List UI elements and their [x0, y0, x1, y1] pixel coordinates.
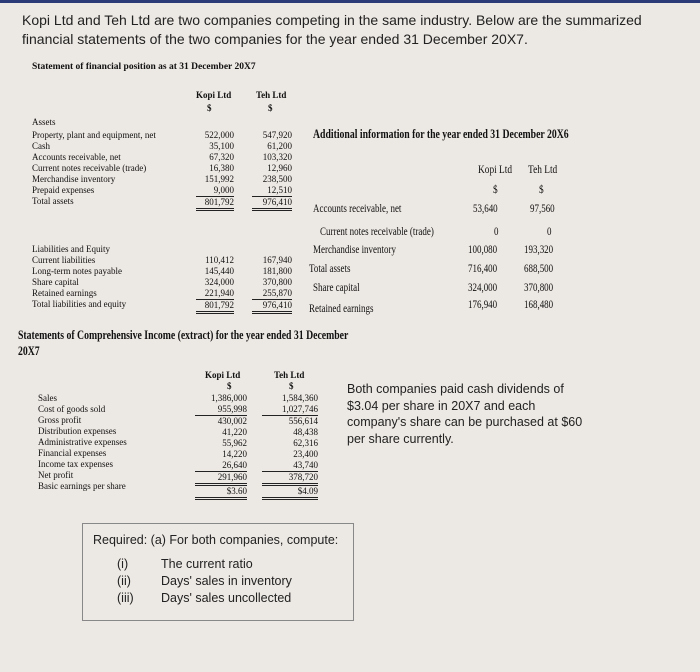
additional-label: Current notes receivable (trade) [320, 226, 434, 238]
kopi-liab-value: 324,000 [204, 277, 234, 287]
asset-label: Property, plant and equipment, net [32, 130, 156, 140]
required-item-number: (iii) [117, 591, 134, 605]
sci-label: Administrative expenses [38, 437, 127, 447]
required-item-number: (ii) [117, 574, 131, 588]
sci-kopi-value: 1,386,000 [211, 393, 247, 403]
asset-label: Cash [32, 141, 50, 151]
sci-teh-value: 1,027,746 [262, 404, 318, 416]
teh-liab-value: 370,800 [262, 277, 292, 287]
teh-asset-value: 12,960 [267, 163, 292, 173]
sci-currency-teh: $ [289, 381, 294, 391]
required-item-text: Days' sales uncollected [161, 591, 292, 605]
sfp-currency-kopi: $ [207, 103, 212, 113]
kopi-asset-value: 35,100 [209, 141, 234, 151]
sci-kopi-value: 291,960 [195, 472, 247, 486]
sci-label: Income tax expenses [38, 459, 113, 469]
required-box [82, 523, 354, 621]
additional-teh-value: 370,800 [524, 282, 554, 294]
kopi-asset-value: 67,320 [209, 152, 234, 162]
additional-label: Total assets [309, 263, 351, 275]
additional-label: Retained earnings [309, 303, 374, 315]
sfp-currency-teh: $ [268, 103, 273, 113]
sfp-kopi-liab [196, 255, 234, 314]
sci-label: Financial expenses [38, 448, 107, 458]
sfp-col-kopi: Kopi Ltd [196, 90, 232, 100]
kopi-asset-value: 16,380 [209, 163, 234, 173]
sci-labels [38, 393, 127, 492]
sci-kopi-value: 430,002 [217, 416, 247, 426]
teh-liab-value: 181,800 [262, 266, 292, 276]
intro-paragraph: Kopi Ltd and Teh Ltd are two companies competing in the same industry. Below are the summarized financial statements of the two companies for the year ended 31 December 20X7. [22, 12, 642, 47]
sci-col-kopi: Kopi Ltd [205, 370, 241, 380]
additional-label: Share capital [313, 282, 360, 294]
sci-title-line1: Statements of Comprehensive Income (extract) for the year ended 31 December [18, 328, 349, 342]
additional-teh-value: 0 [547, 226, 552, 238]
additional-title: Additional information for the year ended 31 December 20X6 [313, 127, 569, 141]
additional-kopi-value: 324,000 [468, 282, 498, 294]
kopi-liab-total: 801,792 [196, 300, 234, 314]
additional-currency-teh: $ [539, 182, 544, 196]
sci-label: Basic earnings per share [38, 481, 126, 491]
kopi-liab-value: 145,440 [204, 266, 234, 276]
additional-teh-value: 168,480 [524, 299, 554, 311]
kopi-liab-value: 110,412 [205, 255, 234, 265]
sfp-teh-assets [252, 130, 292, 211]
teh-liab-value: 255,870 [252, 288, 292, 300]
teh-asset-total: 976,410 [252, 197, 292, 211]
asset-label: Merchandise inventory [32, 174, 116, 184]
sci-currency-kopi: $ [227, 381, 232, 391]
sci-kopi-value: 41,220 [222, 427, 247, 437]
additional-kopi-value: 0 [494, 226, 499, 238]
sci-kopi-value: 26,640 [195, 460, 247, 472]
sci-label: Gross profit [38, 415, 82, 425]
kopi-liab-value: 221,940 [196, 288, 234, 300]
teh-asset-value: 547,920 [262, 130, 292, 140]
kopi-asset-value: 522,000 [204, 130, 234, 140]
additional-label: Merchandise inventory [313, 244, 396, 256]
sci-teh-value: 23,400 [293, 449, 318, 459]
sci-kopi-values [195, 393, 247, 500]
sci-label: Net profit [38, 470, 74, 480]
sci-kopi-value: 55,962 [222, 438, 247, 448]
sci-teh-values [262, 393, 318, 500]
additional-kopi-value: 53,640 [473, 203, 498, 215]
additional-kopi-value: 100,080 [468, 244, 498, 256]
sfp-assets-heading: Assets [32, 117, 56, 127]
sci-teh-value: 378,720 [262, 472, 318, 486]
sci-teh-value: 1,584,360 [282, 393, 318, 403]
asset-label: Current notes receivable (trade) [32, 163, 147, 173]
sci-label: Sales [38, 393, 57, 403]
required-item-text: Days' sales in inventory [161, 574, 292, 588]
liab-label: Share capital [32, 277, 79, 287]
liab-label: Total liabilities and equity [32, 299, 127, 309]
required-title: Required: (a) For both companies, compute: [93, 533, 339, 547]
additional-teh-value: 193,320 [524, 244, 554, 256]
additional-col-teh: Teh Ltd [528, 162, 558, 176]
asset-label: Prepaid expenses [32, 185, 95, 195]
teh-liab-value: 167,940 [262, 255, 292, 265]
kopi-asset-value: 151,992 [204, 174, 234, 184]
sfp-title: Statement of financial position as at 31 December 20X7 [32, 62, 256, 72]
sci-kopi-value: 14,220 [222, 449, 247, 459]
sci-col-teh: Teh Ltd [274, 370, 305, 380]
additional-teh-value: 688,500 [524, 263, 554, 275]
asset-label: Accounts receivable, net [32, 152, 121, 162]
liab-label: Long-term notes payable [32, 266, 122, 276]
sci-label: Distribution expenses [38, 426, 117, 436]
sci-teh-value: 556,614 [288, 416, 318, 426]
top-rule [0, 0, 700, 3]
additional-kopi-value: 716,400 [468, 263, 498, 275]
teh-liab-total: 976,410 [252, 300, 292, 314]
sci-kopi-value: $3.60 [195, 486, 247, 500]
additional-kopi-value: 176,940 [468, 299, 498, 311]
sci-teh-value: 43,740 [262, 460, 318, 472]
teh-asset-value: 61,200 [267, 141, 292, 151]
kopi-asset-value: 9,000 [196, 185, 234, 197]
sfp-asset-labels [32, 130, 156, 207]
teh-asset-value: 103,320 [262, 152, 292, 162]
sci-teh-value: $4.09 [262, 486, 318, 500]
teh-asset-value: 238,500 [262, 174, 292, 184]
sci-teh-value: 48,438 [293, 427, 318, 437]
sci-label: Cost of goods sold [38, 404, 106, 414]
sci-title-line2: 20X7 [18, 344, 40, 358]
additional-col-kopi: Kopi Ltd [478, 162, 513, 176]
required-item-number: (i) [117, 557, 129, 571]
sfp-kopi-assets [196, 130, 234, 211]
sci-teh-value: 62,316 [293, 438, 318, 448]
additional-teh-value: 97,560 [530, 203, 555, 215]
sfp-col-teh: Teh Ltd [256, 90, 287, 100]
sci-kopi-value: 955,998 [195, 404, 247, 416]
liab-label: Retained earnings [32, 288, 97, 298]
additional-currency-kopi: $ [493, 182, 498, 196]
sfp-teh-liab [252, 255, 292, 314]
teh-asset-value: 12,510 [252, 185, 292, 197]
liab-heading: Current liabilities [32, 255, 96, 265]
required-item-text: The current ratio [161, 557, 253, 571]
liab-heading: Liabilities and Equity [32, 244, 110, 254]
kopi-asset-total: 801,792 [196, 197, 234, 211]
dividend-note: Both companies paid cash dividends of $3.04 per share in 20X7 and each company's share can be purchased at $60 per share currently. [347, 382, 583, 446]
additional-label: Accounts receivable, net [313, 203, 402, 215]
asset-label: Total assets [32, 196, 74, 206]
sfp-liab-labels [32, 244, 126, 310]
